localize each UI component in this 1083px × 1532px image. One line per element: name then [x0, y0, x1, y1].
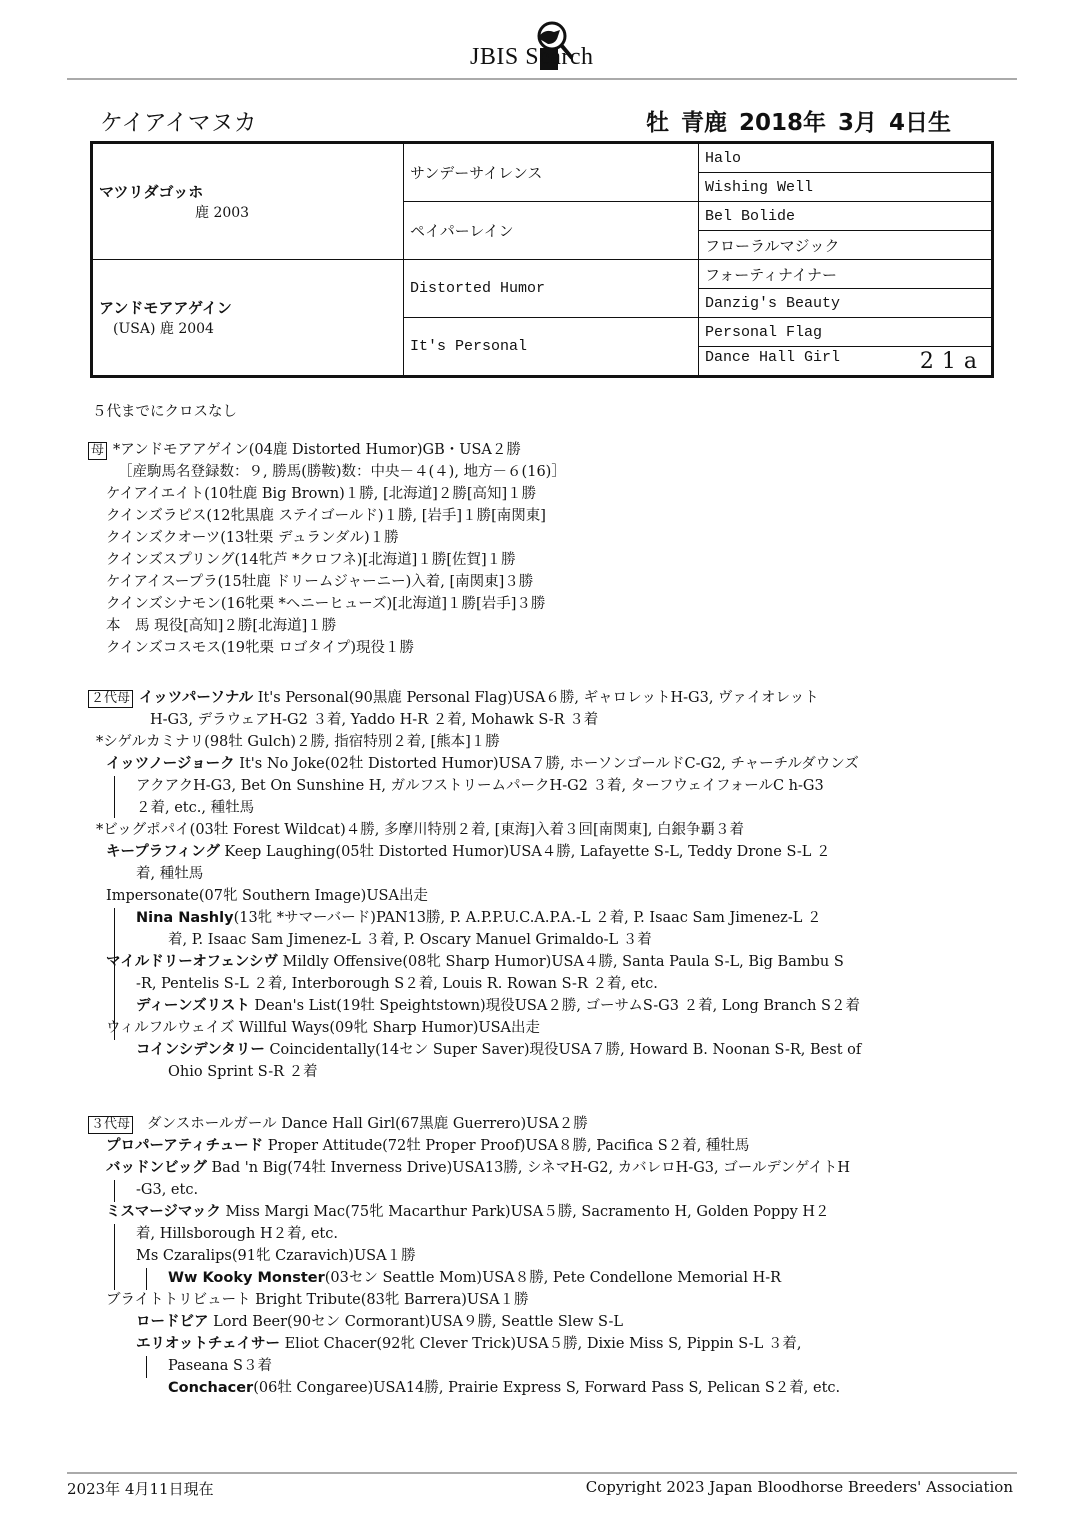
record-row: Ms Czaralips(91牝 Czaravich)USA１勝: [136, 1248, 416, 1264]
sire-detail: 鹿 2003: [195, 205, 250, 221]
record-row: Ohio Sprint S-R ２着: [168, 1064, 318, 1080]
g3-2: Bel Bolide: [699, 202, 993, 231]
g3-1: Wishing Well: [699, 173, 993, 202]
pedigree-table: [90, 141, 994, 378]
record-row: バッドンビッグ Bad 'n Big(74牡 Inverness Drive)USA13勝, シネマH-G2, カバレロH-G3, ゴールデンゲイトH: [106, 1160, 851, 1176]
record-row: アクアクH-G3, Bet On Sunshine H, ガルフストリームパークH-G2 ３着, ターフウェイフォールC h-G3: [136, 778, 824, 794]
record-row: *ビッグポパイ(03牡 Forest Wildcat)４勝, 多摩川特別２着, [東海]入着３回[南関東], 白銀争覇３着: [96, 822, 745, 838]
record-row: イッツノージョーク It's No Joke(02牡 Distorted Humor)USA７勝, ホーソンゴールドC-G2, チャーチルダウンズ: [106, 756, 859, 772]
third-dam-tag: ３代母: [88, 1116, 133, 1134]
record-row: Conchacer(06牡 Congaree)USA14勝, Prairie Express S, Forward Pass S, Pelican S２着, etc.: [168, 1380, 841, 1396]
second-dam-section: [88, 687, 938, 1083]
offspring-row: 本 馬 現役[高知]２勝[北海道]１勝: [106, 618, 337, 634]
tree-bar: [114, 776, 115, 818]
dam-name: アンドモアアゲイン: [99, 299, 232, 317]
tree-bar: [146, 1356, 147, 1378]
record-row: *シゲルカミナリ(98牡 Gulch)２勝, 指宿特別２着, [熊本]１勝: [96, 734, 500, 750]
footer-date: 2023年 4月11日現在: [67, 1480, 214, 1498]
tree-bar: [146, 1268, 147, 1290]
record-row: -R, Pentelis S-L ２着, Interborough S２着, Louis R. Rowan S-R ２着, etc.: [136, 976, 658, 992]
g3-7-cell: [699, 347, 993, 377]
record-row: エリオットチェイサー Eliot Chacer(92牝 Clever Trick)USA５勝, Dixie Miss S, Pippin S-L ３着,: [136, 1336, 802, 1352]
dam-detail: (USA) 鹿 2004: [113, 321, 214, 337]
offspring-row: ケイアイスープラ(15牡鹿 ドリームジャーニー)入着, [南関東]３勝: [106, 574, 534, 590]
jbis-logo[interactable]: [470, 18, 640, 76]
family-number: 21a: [919, 348, 985, 374]
record-row: -G3, etc.: [136, 1182, 199, 1198]
horse-name: ケイアイマヌカ: [100, 110, 257, 136]
record-row: Nina Nashly(13牝 *サマーバード)PAN13勝, P. A.P.P.U.C.A.P.A.-L ２着, P. Isaac Sam Jimenez-L ２: [136, 910, 822, 926]
cross-note: ５代までにクロスなし: [92, 404, 237, 420]
g3-6: Personal Flag: [699, 318, 993, 347]
g3-4: フォーティナイナー: [699, 260, 993, 289]
tree-bar: [114, 1224, 115, 1290]
dam-cell: [92, 260, 404, 377]
record-row: ロードビア Lord Beer(90セン Cormorant)USA９勝, Seattle Slew S-L: [136, 1314, 624, 1330]
record-row: ディーンズリスト Dean's List(19牡 Speightstown)現役USA２勝, ゴーサムS-G3 ２着, Long Branch S２着: [136, 998, 860, 1014]
record-row: キープラフィング Keep Laughing(05牡 Distorted Humor)USA４勝, Lafayette S-L, Teddy Drone S-L ２: [106, 844, 831, 860]
offspring-row: クインズスプリング(14牝芦 *クロフネ)[北海道]１勝[佐賀]１勝: [106, 552, 516, 568]
dam-line: 母 *アンドモアアゲイン(04鹿 Distorted Humor)GB・USA２勝: [88, 439, 938, 461]
record-row: ブライトトリビュート Bright Tribute(83牝 Barrera)USA１勝: [106, 1292, 529, 1308]
record-row: ウィルフルウェイズ Willful Ways(09牝 Sharp Humor)USA出走: [106, 1020, 540, 1036]
record-row: 着, 種牡馬: [136, 866, 204, 882]
record-row: 着, P. Isaac Sam Jimenez-L ３着, P. Oscary Manuel Grimaldo-L ３着: [168, 932, 652, 948]
sire-dam: ペイパーレイン: [404, 202, 699, 260]
dam-section: [88, 439, 938, 659]
g3-3: フローラルマジック: [699, 231, 993, 260]
sire-cell: [92, 143, 404, 260]
dam-dam: It's Personal: [404, 318, 699, 377]
dam-sire: Distorted Humor: [404, 260, 699, 318]
record-row: ミスマージマック Miss Margi Mac(75牝 Macarthur Park)USA５勝, Sacramento H, Golden Poppy H２: [106, 1204, 830, 1220]
record-row: ２着, etc., 種牡馬: [136, 800, 255, 816]
sire-name: マツリダゴッホ: [99, 183, 204, 201]
horse-info: 牡 青鹿 2018年 3月 4日生: [645, 110, 951, 136]
dam-stats: ［産駒馬名登録数：９, 勝馬(勝鞍)数：中央－４(４), 地方－６(16)］: [118, 464, 566, 480]
footer-copyright: Copyright 2023 Japan Bloodhorse Breeders' Association: [585, 1478, 1013, 1496]
record-row: コインシデンタリー Coincidentally(14セン Super Saver)現役USA７勝, Howard B. Noonan S-R, Best of: [136, 1042, 862, 1058]
offspring-row: クインズシナモン(16牝栗 *ヘニーヒューズ)[北海道]１勝[岩手]３勝: [106, 596, 546, 612]
record-row: Impersonate(07牝 Southern Image)USA出走: [106, 888, 428, 904]
offspring-row: ケイアイエイト(10牡鹿 Big Brown)１勝, [北海道]２勝[高知]１勝: [106, 486, 537, 502]
sire-sire: サンデーサイレンス: [404, 143, 699, 202]
tree-bar: [114, 974, 115, 996]
record-row: プロパーアティチュード Proper Attitude(72牡 Proper Proof)USA８勝, Pacifica S２着, 種牡馬: [106, 1138, 750, 1154]
second-dam-tag: ２代母: [88, 690, 133, 708]
record-row: 着, Hillsborough H２着, etc.: [136, 1226, 338, 1242]
dam-tag: 母: [88, 442, 107, 460]
footer-rule: [67, 1472, 1017, 1474]
second-dam-line: ２代母 イッツパーソナル It's Personal(90黒鹿 Personal Flag)USA６勝, ギャロレットH-G3, ヴァイオレット: [88, 687, 938, 709]
record-row: Ww Kooky Monster(03セン Seattle Mom)USA８勝, Pete Condellone Memorial H-R: [168, 1270, 782, 1286]
record-row: マイルドリーオフェンシヴ Mildly Offensive(08牝 Sharp Humor)USA４勝, Santa Paula S-L, Big Bambu S: [106, 954, 844, 970]
offspring-row: クインズコスモス(19牝栗 ロゴタイプ)現役１勝: [106, 640, 414, 656]
offspring-row: クインズラピス(12牝黒鹿 ステイゴールド)１勝, [岩手]１勝[南関東]: [106, 508, 546, 524]
offspring-row: クインズクオーツ(13牡栗 デュランダル)１勝: [106, 530, 399, 546]
g3-0: Halo: [699, 143, 993, 173]
record-row: H-G3, デラウェアH-G2 ３着, Yaddo H-R ２着, Mohawk S-R ３着: [150, 712, 599, 728]
g3-7: Dance Hall Girl: [705, 348, 841, 366]
g3-5: Danzig's Beauty: [699, 289, 993, 318]
tree-bar: [114, 1180, 115, 1202]
logo-text: JBIS Search: [470, 44, 594, 70]
record-row: Paseana S３着: [168, 1358, 272, 1374]
header-rule: [67, 78, 1017, 80]
third-dam-line: ３代母 ダンスホールガール Dance Hall Girl(67黒鹿 Guerrero)USA２勝: [88, 1113, 938, 1135]
third-dam-section: [88, 1113, 938, 1399]
